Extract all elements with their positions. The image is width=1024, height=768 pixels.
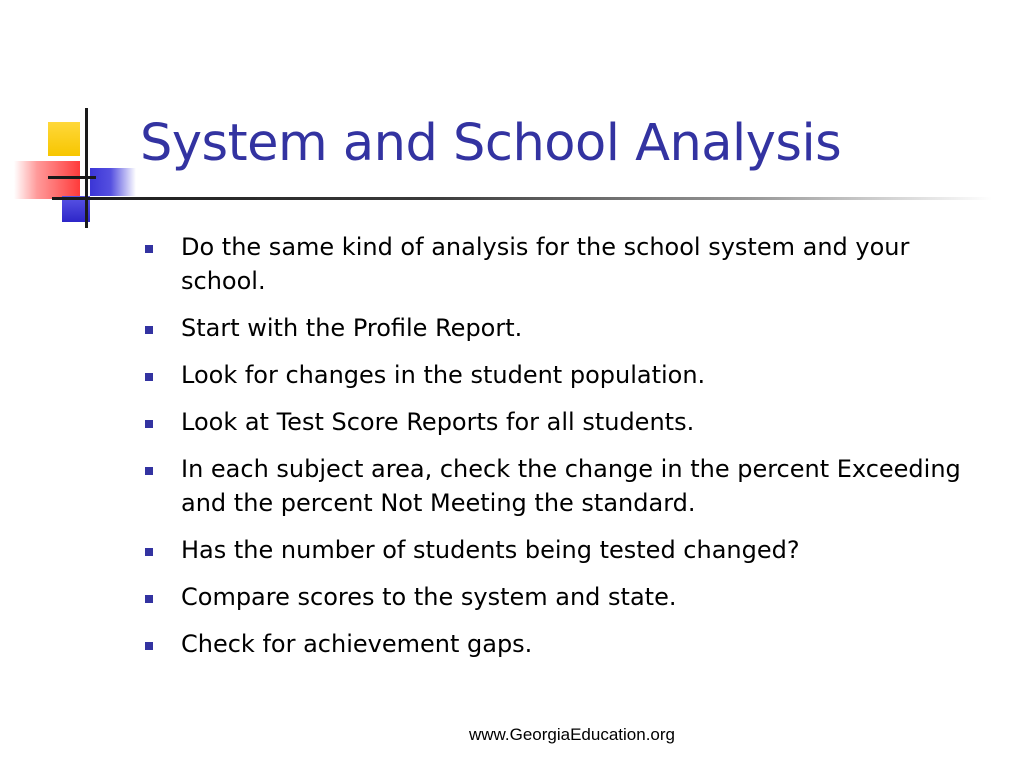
title-underline-rule xyxy=(52,197,992,200)
bullet-text: Start with the Profile Report. xyxy=(181,314,523,342)
blue-square-decoration xyxy=(90,168,136,196)
bullet-list xyxy=(140,230,1000,674)
yellow-square-decoration xyxy=(48,122,80,156)
red-square-decoration xyxy=(14,161,80,199)
vertical-line-decoration xyxy=(85,108,88,228)
bullet-text: Compare scores to the system and state. xyxy=(181,583,677,611)
bullet-text: Check for achievement gaps. xyxy=(181,630,533,658)
bullet-text: Look for changes in the student population. xyxy=(181,361,706,389)
square-bullet-icon xyxy=(145,245,153,253)
slide-title: System and School Analysis xyxy=(140,114,842,173)
footer-url: www.GeorgiaEducation.org xyxy=(468,725,675,744)
square-bullet-icon xyxy=(145,548,153,556)
horizontal-line-decoration xyxy=(48,176,96,179)
bullet-item xyxy=(140,230,1000,298)
square-bullet-icon xyxy=(145,595,153,603)
bullet-text: Do the same kind of analysis for the school system and your school. xyxy=(181,233,910,295)
bullet-item xyxy=(140,311,1000,345)
square-bullet-icon xyxy=(145,420,153,428)
bullet-item xyxy=(140,580,1000,614)
square-bullet-icon xyxy=(145,642,153,650)
square-bullet-icon xyxy=(145,326,153,334)
bullet-text: In each subject area, check the change in the percent Exceeding and the percent Not Meeting the standard. xyxy=(181,455,961,517)
bullet-item xyxy=(140,452,1000,520)
bullet-item xyxy=(140,358,1000,392)
bullet-item xyxy=(140,533,1000,567)
square-bullet-icon xyxy=(145,373,153,381)
bullet-item xyxy=(140,405,1000,439)
bullet-text: Has the number of students being tested changed? xyxy=(181,536,800,564)
square-bullet-icon xyxy=(145,467,153,475)
bullet-text: Look at Test Score Reports for all students. xyxy=(181,408,695,436)
bullet-item xyxy=(140,627,1000,661)
